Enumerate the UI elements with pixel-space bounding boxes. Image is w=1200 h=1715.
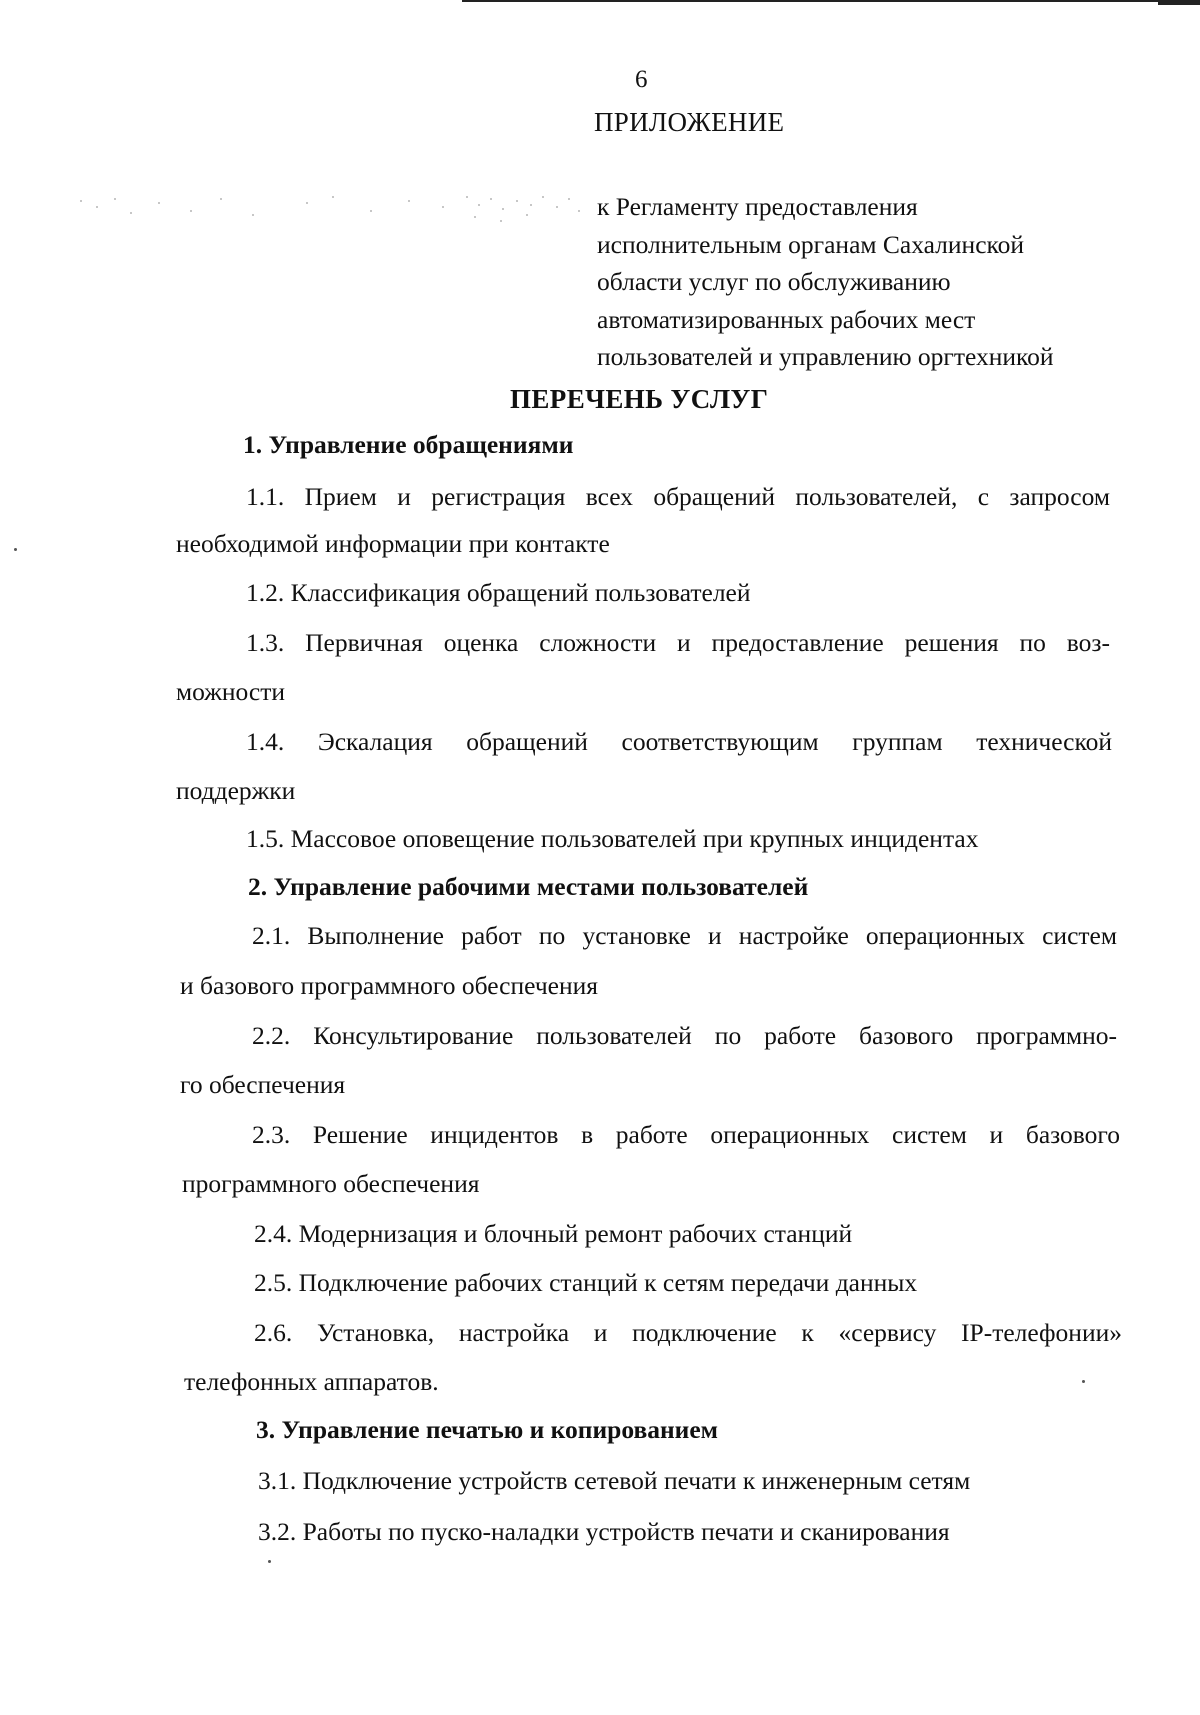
list-item-line: 1.4. Эскалация обращений соответствующим группам технической <box>246 727 1112 756</box>
top-border-mark <box>1158 0 1200 5</box>
list-item-line: 2.2. Консультирование пользователей по работе базового программно- <box>252 1021 1117 1050</box>
list-item-line: необходимой информации при контакте <box>176 529 610 558</box>
list-item-line: 1.5. Массовое оповещение пользователей при крупных инцидентах <box>246 824 979 853</box>
list-item-line: 3.2. Работы по пуско-наладки устройств печати и сканирования <box>258 1517 950 1546</box>
section-heading: 1. Управление обращениями <box>243 430 574 459</box>
appendix-ref-line: пользователей и управлению оргтехникой <box>597 342 1054 371</box>
appendix-ref-line: к Регламенту предоставления <box>597 192 918 221</box>
document-title: ПЕРЕЧЕНЬ УСЛУГ <box>510 384 769 414</box>
list-item-line: 3.1. Подключение устройств сетевой печати к инженерным сетям <box>258 1466 971 1495</box>
list-item-line: 2.3. Решение инцидентов в работе операционных систем и базового <box>252 1120 1120 1149</box>
list-item-line: 2.6. Установка, настройка и подключение к «сервису IP-телефонии» <box>254 1318 1122 1347</box>
list-item-line: можности <box>176 677 286 706</box>
list-item-line: 1.1. Прием и регистрация всех обращений пользователей, с запросом <box>246 482 1110 511</box>
list-item-line: поддержки <box>176 776 296 805</box>
appendix-reference <box>597 188 1137 376</box>
scan-speck <box>268 1560 271 1563</box>
appendix-ref-line: автоматизированных рабочих мест <box>597 304 976 334</box>
list-item-line: 2.4. Модернизация и блочный ремонт рабочих станций <box>254 1219 853 1248</box>
list-item-line: и базового программного обеспечения <box>180 971 598 1000</box>
scan-speck <box>1082 1380 1085 1383</box>
list-item-line: программного обеспечения <box>182 1169 480 1198</box>
scan-speck <box>14 548 17 551</box>
list-item-line: 1.2. Классификация обращений пользователей <box>246 578 751 607</box>
list-item-line: 2.1. Выполнение работ по установке и настройке операционных систем <box>252 921 1117 950</box>
scan-noise <box>70 192 590 238</box>
appendix-ref-line: исполнительным органам Сахалинской <box>597 229 1025 259</box>
appendix-title: ПРИЛОЖЕНИЕ <box>594 107 785 137</box>
page-number: 6 <box>635 66 648 93</box>
top-border-line <box>462 0 1200 2</box>
appendix-ref-line: области услуг по обслуживанию <box>597 267 951 296</box>
section-heading: 2. Управление рабочими местами пользователей <box>248 872 809 901</box>
list-item-line: го обеспечения <box>180 1070 346 1099</box>
section-heading: 3. Управление печатью и копированием <box>256 1415 719 1444</box>
list-item-line: 2.5. Подключение рабочих станций к сетям передачи данных <box>254 1268 918 1297</box>
list-item-line: телефонных аппаратов. <box>184 1367 439 1396</box>
list-item-line: 1.3. Первичная оценка сложности и предоставление решения по воз- <box>246 628 1110 657</box>
